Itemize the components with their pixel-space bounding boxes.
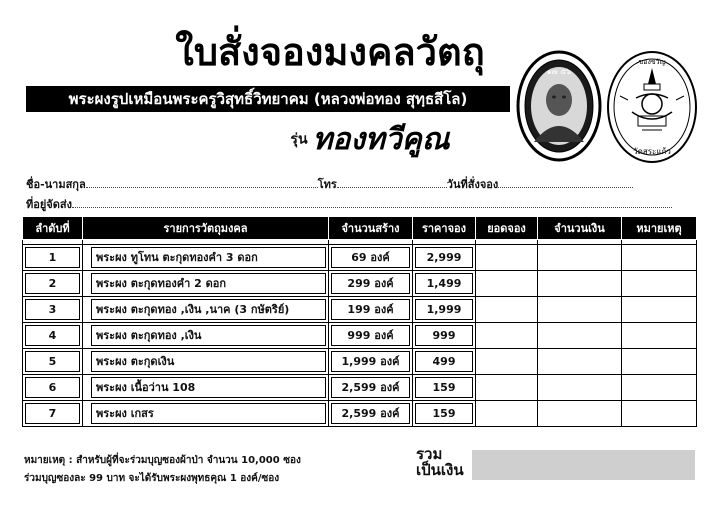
- row-price: 2,999: [415, 247, 473, 268]
- row-no: 4: [25, 325, 80, 346]
- row-item: พระผง ตะกุดทองคำ 2 ดอก: [91, 273, 326, 294]
- row-booked-cell[interactable]: [476, 297, 538, 323]
- table-row: [23, 323, 697, 349]
- row-booked-cell[interactable]: [476, 375, 538, 401]
- row-qty: 1,999 องค์: [331, 351, 410, 372]
- row-amount-cell[interactable]: [538, 297, 622, 323]
- table-row: [23, 349, 697, 375]
- row-qty: 299 องค์: [331, 273, 410, 294]
- phone-label: โทร: [317, 178, 337, 191]
- table-row: [23, 245, 697, 271]
- row-booked-cell[interactable]: [476, 245, 538, 271]
- row-no: 2: [25, 273, 80, 294]
- row-amount-cell[interactable]: [538, 401, 622, 427]
- row-qty: 199 องค์: [331, 299, 410, 320]
- row-no: 3: [25, 299, 80, 320]
- row-price: 1,999: [415, 299, 473, 320]
- total-label: [416, 446, 464, 478]
- header-item: รายการวัตถุมงคล: [83, 217, 329, 240]
- row-amount-cell[interactable]: [538, 349, 622, 375]
- row-booked-cell[interactable]: [476, 323, 538, 349]
- row-item: พระผง เนื้อว่าน 108: [91, 377, 326, 398]
- row-amount-cell[interactable]: [538, 271, 622, 297]
- header-amount: จำนวนเงิน: [538, 217, 622, 240]
- page-title: ใบสั่งจองมงคลวัตถุ: [175, 29, 485, 74]
- table-row: [23, 297, 697, 323]
- address-field[interactable]: [72, 197, 672, 208]
- footer-note: [24, 452, 301, 488]
- row-remark-cell[interactable]: [622, 349, 697, 375]
- row-price: 1,499: [415, 273, 473, 294]
- row-remark-cell[interactable]: [622, 245, 697, 271]
- edition-line: [230, 116, 510, 163]
- table-row: [23, 401, 697, 427]
- row-qty: 2,599 องค์: [331, 377, 410, 398]
- total-label-2: เป็นเงิน: [416, 461, 464, 479]
- row-item: พระผง เกสร: [91, 403, 326, 424]
- order-date-field[interactable]: [498, 177, 633, 188]
- header-booked: ยอดจอง: [476, 217, 538, 240]
- table-row: [23, 375, 697, 401]
- amulet-portrait-image: [516, 50, 602, 162]
- row-booked-cell[interactable]: [476, 271, 538, 297]
- total-amount-field[interactable]: [472, 450, 695, 480]
- row-remark-cell[interactable]: [622, 375, 697, 401]
- seal-bottom-text: วัดสระแก้ว: [633, 147, 671, 156]
- header-qty: จำนวนสร้าง: [329, 217, 413, 240]
- address-row: [26, 195, 672, 213]
- note-line-2: ร่วมบุญซองละ 99 บาท จะได้รับพระผงพุทธคุณ 1 องค์/ซอง: [24, 473, 280, 484]
- row-price: 159: [415, 403, 473, 424]
- row-qty: 2,599 องค์: [331, 403, 410, 424]
- phone-field[interactable]: [337, 177, 447, 188]
- seal-top-text: ของขวัญ: [638, 58, 666, 66]
- address-label: ที่อยู่จัดส่ง: [26, 198, 72, 211]
- note-line-1: หมายเหตุ : สำหรับผู้ที่จะร่วมบุญซองผ้าป่า จำนวน 10,000 ซอง: [24, 455, 301, 466]
- edition-prefix: รุ่น: [290, 131, 308, 148]
- order-table: [22, 216, 697, 427]
- edition-name: ทองทวีคูณ: [312, 122, 450, 157]
- row-item: พระผง ตะกุดเงิน: [91, 351, 326, 372]
- row-booked-cell[interactable]: [476, 401, 538, 427]
- row-price: 999: [415, 325, 473, 346]
- row-qty: 999 องค์: [331, 325, 410, 346]
- row-no: 6: [25, 377, 80, 398]
- name-phone-date-row: [26, 175, 633, 193]
- table-header-row: [23, 217, 697, 240]
- row-price: 499: [415, 351, 473, 372]
- row-amount-cell[interactable]: [538, 375, 622, 401]
- row-remark-cell[interactable]: [622, 297, 697, 323]
- row-remark-cell[interactable]: [622, 271, 697, 297]
- header-remark: หมายเหตุ: [622, 217, 697, 240]
- total-label-1: รวม: [416, 445, 443, 463]
- row-item: พระผง ตะกุดทอง ,เงิน ,นาค (3 กษัตริย์): [91, 299, 326, 320]
- subtitle-banner: พระผงรูปเหมือนพระครูวิสุทธิ์วิทยาคม (หลวงพ่อทอง สุทฺธสีโล): [26, 86, 510, 112]
- table-row: [23, 271, 697, 297]
- temple-seal-icon: [606, 50, 698, 164]
- row-booked-cell[interactable]: [476, 349, 538, 375]
- row-no: 1: [25, 247, 80, 268]
- row-no: 7: [25, 403, 80, 424]
- row-qty: 69 องค์: [331, 247, 410, 268]
- name-label: ชื่อ-นามสกุล: [26, 178, 86, 191]
- row-remark-cell[interactable]: [622, 401, 697, 427]
- row-amount-cell[interactable]: [538, 323, 622, 349]
- row-item: พระผง ทูโทน ตะกุดทองคำ 3 ดอก: [91, 247, 326, 268]
- row-amount-cell[interactable]: [538, 245, 622, 271]
- portrait-badge: ๑๗ ๕๖: [546, 67, 572, 76]
- name-field[interactable]: [86, 177, 318, 188]
- row-no: 5: [25, 351, 80, 372]
- row-price: 159: [415, 377, 473, 398]
- row-remark-cell[interactable]: [622, 323, 697, 349]
- order-date-label: วันที่สั่งจอง: [446, 178, 499, 191]
- header-no: ลำดับที่: [23, 217, 83, 240]
- header-price: ราคาจอง: [413, 217, 476, 240]
- row-item: พระผง ตะกุดทอง ,เงิน: [91, 325, 326, 346]
